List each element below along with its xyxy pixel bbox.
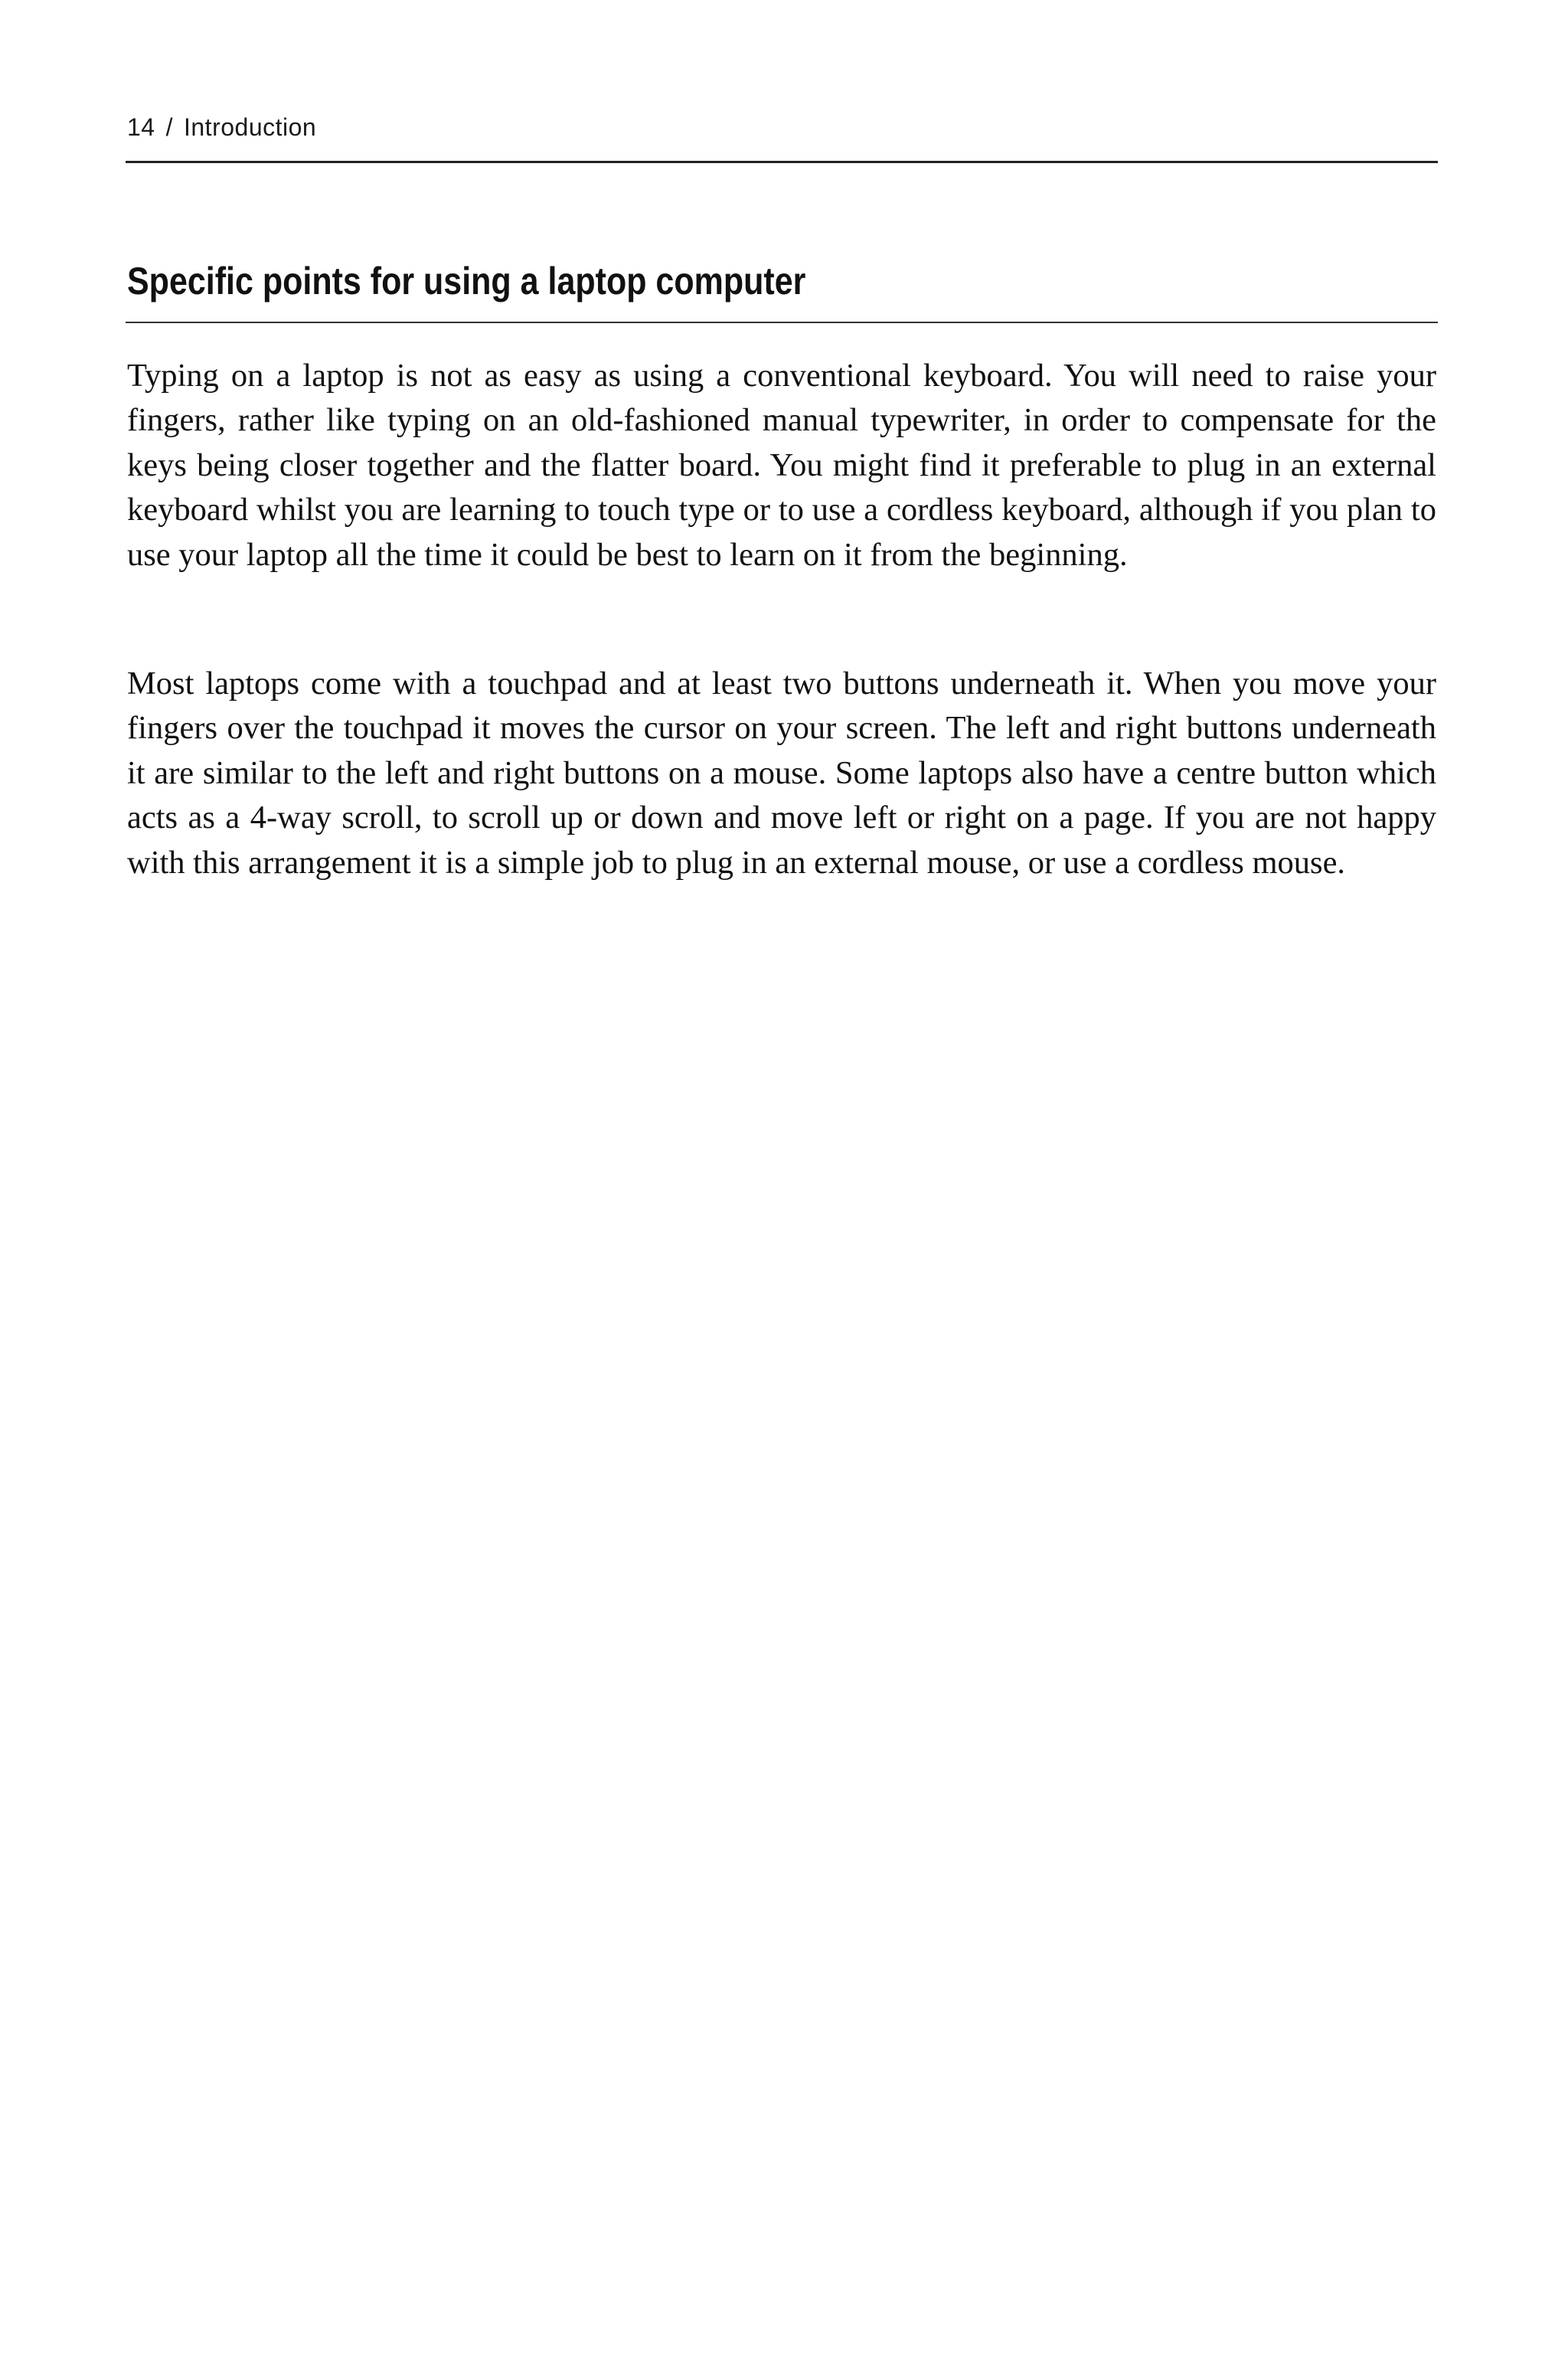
body-paragraph-keyboard: Typing on a laptop is not as easy as using a conventional keyboard. You will need to raise your fingers, rather like typing on an old-fashioned manual typewriter, in order to compensate for the keys being closer together and the flatter board. You might find it preferable to plug in an external keyboard whilst you are learning to touch type or to use a cordless keyboard, although if you plan to use your laptop all the time it could be best to learn on it from the beginning. [127, 358, 1436, 573]
page-number: 14 [127, 113, 155, 141]
header-separator: / [165, 113, 173, 141]
running-header [127, 112, 1436, 142]
chapter-title: Introduction [183, 113, 317, 141]
body-paragraph-touchpad: Most laptops come with a touchpad and at least two buttons underneath it. When you move your fingers over the touchpad it moves the cursor on your screen. The left and right buttons underneath it are similar to the left and right buttons on a mouse. Some laptops also have a centre button which acts as a 4-way scroll, to scroll up or down and move left or right on a page. If you are not happy with this arrangement it is a simple job to plug in an external mouse, or use a cordless mouse. [127, 666, 1436, 881]
title-rule [126, 322, 1438, 323]
section-title: Specific points for using a laptop computer [127, 260, 806, 303]
header-rule [126, 161, 1438, 163]
